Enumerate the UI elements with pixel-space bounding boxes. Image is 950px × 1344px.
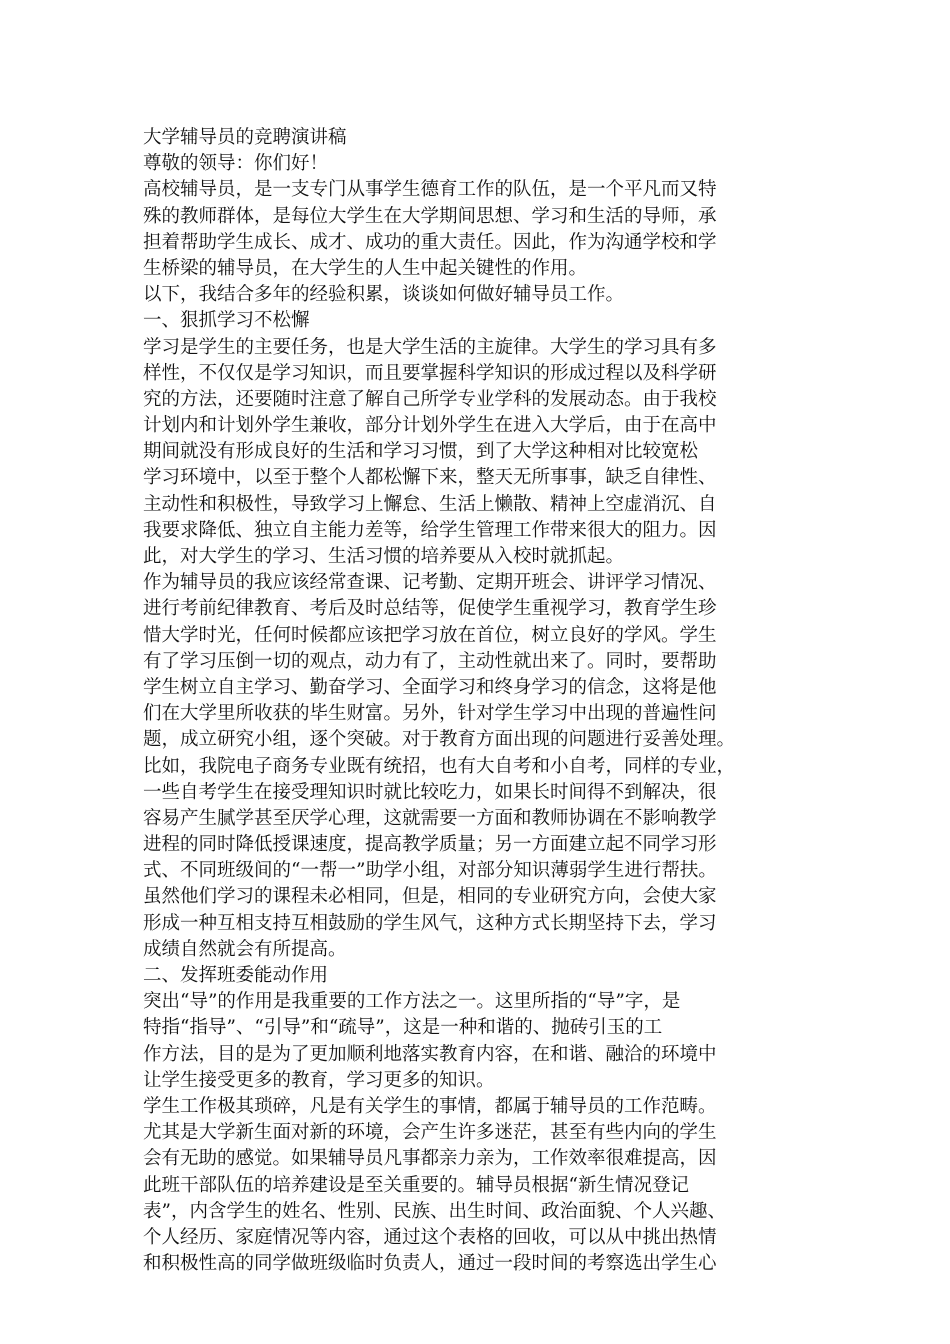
text-line: 惜大学时光，任何时候都应该把学习放在首位，树立良好的学风。学生	[143, 624, 717, 646]
text-line: 表”，内含学生的姓名、性别、民族、出生时间、政治面貌、个人兴趣、	[143, 1200, 726, 1222]
text-line: 学生树立自主学习、勤奋学习、全面学习和终身学习的信念，这将是他	[143, 676, 717, 698]
text-line: 学生工作极其琐碎，凡是有关学生的事情，都属于辅导员的工作范畴。	[143, 1095, 717, 1117]
text-line: 主动性和积极性，导致学习上懈怠、生活上懒散、精神上空虚消沉、自	[143, 493, 717, 515]
text-line: 担着帮助学生成长、成才、成功的重大责任。因此，作为沟通学校和学	[143, 231, 717, 253]
text-line: 学习环境中，以至于整个人都松懈下来，整天无所事事，缺乏自律性、	[143, 467, 717, 489]
text-line: 究的方法，还要随时注意了解自己所学专业学科的发展动态。由于我校	[143, 388, 717, 410]
text-line: 式、不同班级间的“一帮一”助学小组，对部分知识薄弱学生进行帮扶。	[143, 860, 717, 882]
text-line: 作方法，目的是为了更加顺利地落实教育内容，在和谐、融洽的环境中	[143, 1043, 717, 1065]
document-body	[143, 125, 783, 1277]
text-line: 比如，我院电子商务专业既有统招，也有大自考和小自考，同样的专业，	[143, 755, 736, 777]
text-line: 成绩自然就会有所提高。	[143, 938, 347, 960]
text-line: 容易产生腻学甚至厌学心理，这就需要一方面和教师协调在不影响教学	[143, 807, 717, 829]
text-line: 特指“指导”、“引导”和“疏导”，这是一种和谐的、抛砖引玉的工	[143, 1017, 663, 1039]
text-line: 此，对大学生的学习、生活习惯的培养要从入校时就抓起。	[143, 546, 625, 567]
text-line: 学习是学生的主要任务，也是大学生活的主旋律。大学生的学习具有多	[143, 336, 717, 358]
text-line: 生桥梁的辅导员，在大学生的人生中起关键性的作用。	[143, 257, 588, 279]
text-line: 计划内和计划外学生兼收，部分计划外学生在进入大学后，由于在高中	[143, 415, 717, 437]
text-line: 一些自考学生在接受理知识时就比较吃力，如果长时间得不到解决，很	[143, 781, 717, 803]
document-title: 大学辅导员的竞聘演讲稿	[143, 127, 347, 148]
text-line: 突出“导”的作用是我重要的工作方法之一。这里所指的“导”字，是	[143, 991, 681, 1013]
text-line: 样性，不仅仅是学习知识，而且要掌握科学知识的形成过程以及科学研	[143, 362, 717, 384]
text-line: 虽然他们学习的课程未必相同，但是，相同的专业研究方向，会使大家	[143, 886, 717, 908]
text-line: 殊的教师群体，是每位大学生在大学期间思想、学习和生活的导师，承	[143, 205, 717, 227]
text-line: 作为辅导员的我应该经常查课、记考勤、定期开班会、讲评学习情况、	[143, 572, 717, 594]
salutation: 尊敬的领导：你们好！	[143, 153, 329, 175]
text-line: 尤其是大学新生面对新的环境，会产生许多迷茫，甚至有些内向的学生	[143, 1122, 717, 1144]
text-line: 个人经历、家庭情况等内容，通过这个表格的回收，可以从中挑出热情	[143, 1226, 717, 1248]
text-line: 此班干部队伍的培养建设是至关重要的。辅导员根据“新生情况登记	[143, 1174, 689, 1196]
text-line: 一、狠抓学习不松懈	[143, 310, 310, 332]
text-line: 高校辅导员，是一支专门从事学生德育工作的队伍，是一个平凡而又特	[143, 179, 717, 201]
text-line: 和积极性高的同学做班级临时负责人，通过一段时间的考察选出学生心	[143, 1253, 717, 1275]
text-line: 进程的同时降低授课速度，提高教学质量；另一方面建立起不同学习形	[143, 834, 717, 856]
text-line: 二、发挥班委能动作用	[143, 965, 329, 986]
text-line: 期间就没有形成良好的生活和学习习惯，到了大学这种相对比较宽松	[143, 441, 699, 463]
text-line: 有了学习压倒一切的观点，动力有了，主动性就出来了。同时，要帮助	[143, 650, 717, 672]
text-line: 们在大学里所收获的毕生财富。另外，针对学生学习中出现的普遍性问	[143, 703, 717, 725]
text-line: 形成一种互相支持互相鼓励的学生风气，这种方式长期坚持下去，学习	[143, 912, 717, 934]
text-line: 让学生接受更多的教育，学习更多的知识。	[143, 1069, 495, 1091]
text-line: 进行考前纪律教育、考后及时总结等，促使学生重视学习，教育学生珍	[143, 598, 717, 620]
text-line: 以下，我结合多年的经验积累，谈谈如何做好辅导员工作。	[143, 284, 625, 306]
text-line: 会有无助的感觉。如果辅导员凡事都亲力亲为，工作效率很难提高，因	[143, 1148, 717, 1170]
text-line: 我要求降低、独立自主能力差等，给学生管理工作带来很大的阻力。因	[143, 519, 717, 541]
text-line: 题，成立研究小组，逐个突破。对于教育方面出现的问题进行妥善处理。	[143, 729, 736, 751]
